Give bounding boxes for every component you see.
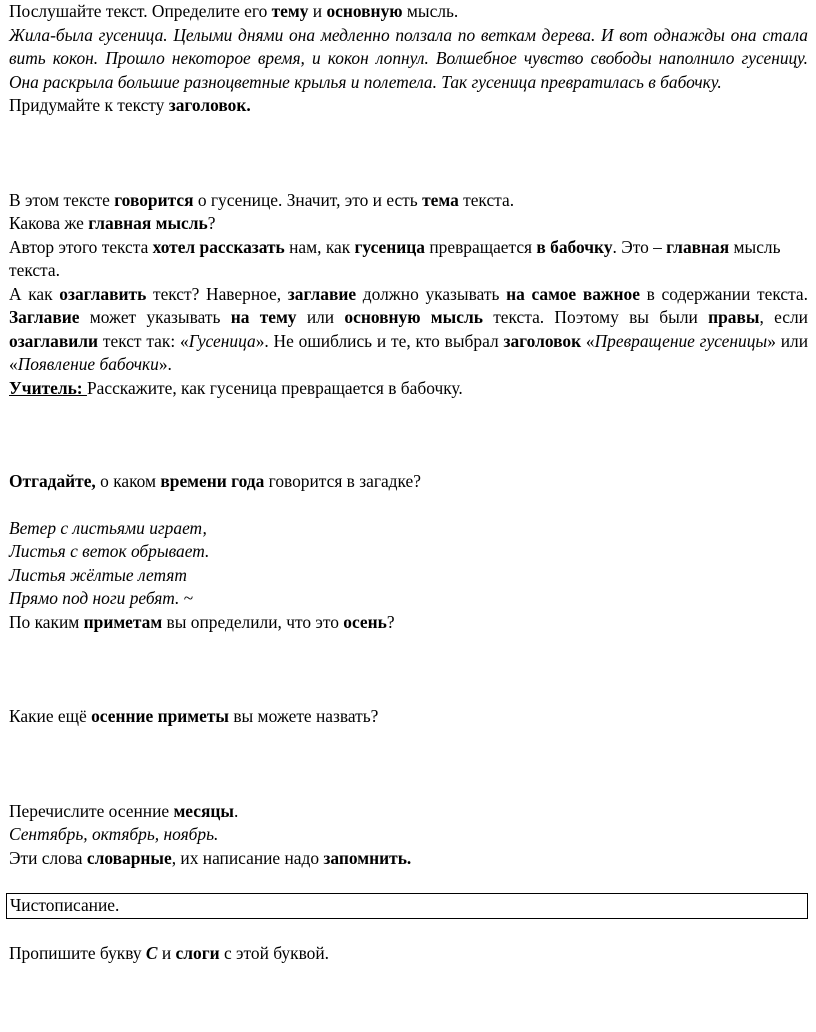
calligraphy-box xyxy=(6,893,808,919)
text: мысль текста. xyxy=(9,236,781,280)
text-bold: тему xyxy=(271,1,309,21)
author-paragraph xyxy=(9,236,808,283)
text: с этой буквой. xyxy=(219,942,330,963)
text-bold: слоги xyxy=(175,942,220,963)
text-bold: говорится xyxy=(114,189,194,210)
text: Придумайте к тексту xyxy=(9,95,169,115)
poem-line xyxy=(9,517,808,541)
text: текста. Поэтому вы были xyxy=(482,307,709,327)
text-bold: запомнить. xyxy=(323,847,412,868)
spacer xyxy=(9,118,808,189)
text: превращается xyxy=(425,236,537,257)
text: текст так: « xyxy=(98,330,189,351)
riddle-question xyxy=(9,470,808,494)
text: Перечислите осенние xyxy=(9,800,174,821)
text-bold: на тему xyxy=(230,307,297,327)
text: ». xyxy=(158,354,172,374)
text-bold-italic: С xyxy=(145,942,158,963)
intro-line xyxy=(9,0,808,24)
text-italic: Появление бабочки xyxy=(17,354,159,374)
text-italic: Сентябрь, октябрь, ноябрь. xyxy=(9,824,219,844)
text: и xyxy=(308,1,327,21)
spacer xyxy=(9,400,808,470)
text: А как xyxy=(9,283,60,304)
text-bold: заглавие xyxy=(287,283,357,304)
text-bold: в бабочку xyxy=(536,236,613,257)
text: Расскажите, как гусеница превращается в бабочку. xyxy=(86,377,463,398)
text: В этом тексте xyxy=(9,189,115,210)
text: ». Не ошиблись и те, кто выбрал xyxy=(255,330,504,351)
more-signs-question xyxy=(9,705,808,729)
text-bold: Заглавие xyxy=(9,307,80,327)
text-bold: осень xyxy=(343,611,387,632)
text: Какова же xyxy=(9,213,89,233)
text-bold: на самое важное xyxy=(506,283,640,304)
spacer xyxy=(9,729,808,800)
text-bold: словарные xyxy=(86,847,172,868)
text: Послушайте текст. Определите его xyxy=(9,1,272,21)
spacer xyxy=(9,870,808,893)
text-bold: заголовок. xyxy=(168,95,251,115)
text: говорится в загадке? xyxy=(264,471,421,491)
text-bold: правы xyxy=(708,307,760,327)
text: Пропишите букву xyxy=(9,942,146,963)
text-italic: Гусеница xyxy=(188,330,256,351)
main-question xyxy=(9,212,808,236)
poem-line xyxy=(9,564,808,588)
letter-task xyxy=(9,942,808,966)
text-italic: Прямо под ноги ребят. xyxy=(9,588,180,608)
text: ? xyxy=(207,213,216,233)
text-bold: озаглавить xyxy=(59,283,147,304)
text-bold: главная xyxy=(666,236,730,257)
text: Чистописание. xyxy=(10,895,120,915)
text-bold: заголовок xyxy=(503,330,582,351)
title-paragraph xyxy=(9,283,808,377)
text: или xyxy=(296,307,345,327)
teacher-label: Учитель: xyxy=(9,377,87,398)
text-italic: Превращение гусеницы xyxy=(594,330,768,351)
story-text: Жила-была гусеница. Целыми днями она медленно ползала по веткам дерева. И вот однажды она стала вить кокон. Прошло некоторое время, и кокон лопнул. Волшебное чувство свободы наполнило гусеницу. Она раскрыла большие разноцветные крылья и полетела. Так гусеница превратилась в бабочку. xyxy=(9,24,808,92)
signs-question xyxy=(9,611,808,635)
text: текст? Наверное, xyxy=(146,283,288,304)
text: может указывать xyxy=(79,307,231,327)
text-bold: времени года xyxy=(160,471,265,491)
text: ? xyxy=(386,611,395,632)
text: вы можете назвать? xyxy=(228,706,379,726)
text: . xyxy=(233,800,239,821)
text-italic: Листья жёлтые летят xyxy=(9,564,187,585)
title-task xyxy=(9,94,808,118)
text: « xyxy=(581,330,595,351)
text-bold: основную мысль xyxy=(344,307,483,327)
text-bold: приметам xyxy=(83,611,163,632)
text: о гусенице. Значит, это и есть xyxy=(193,189,423,210)
text: Автор этого текста xyxy=(9,236,153,257)
text: ~ xyxy=(179,588,194,608)
story-paragraph xyxy=(9,24,808,95)
text: , их написание надо xyxy=(171,847,324,868)
vocab-line xyxy=(9,847,808,871)
theme-line xyxy=(9,189,808,213)
text: . Это – xyxy=(612,236,667,257)
text-bold: основную xyxy=(326,1,403,21)
text: нам, как xyxy=(284,236,355,257)
text: Эти слова xyxy=(9,847,87,868)
text-italic: Листья с веток обрывает. xyxy=(9,541,210,561)
text-bold: хотел рассказать xyxy=(152,236,285,257)
months-task xyxy=(9,800,808,824)
text: должно указывать xyxy=(356,283,507,304)
text-bold: осенние приметы xyxy=(91,706,229,726)
poem-line xyxy=(9,540,808,564)
text: » или « xyxy=(9,330,809,374)
text: в содержании текста. xyxy=(639,283,808,304)
text-bold: месяцы xyxy=(173,800,234,821)
text-bold: тема xyxy=(422,189,459,210)
spacer xyxy=(9,919,808,942)
teacher-line xyxy=(9,377,808,401)
text: мысль. xyxy=(402,1,459,21)
text: вы определили, что это xyxy=(162,611,344,632)
spacer xyxy=(9,634,808,705)
text-bold: озаглавили xyxy=(9,330,99,351)
spacer xyxy=(9,494,808,517)
text-bold: гусеница xyxy=(354,236,425,257)
text-bold: главная мысль xyxy=(88,213,208,233)
text-italic: Ветер с листьями играет, xyxy=(9,517,207,538)
months-list xyxy=(9,823,808,847)
text-bold: Отгадайте, xyxy=(9,471,96,491)
text: По каким xyxy=(9,611,84,632)
text: о каком xyxy=(95,471,161,491)
poem-line xyxy=(9,587,808,611)
text: и xyxy=(157,942,176,963)
text: Какие ещё xyxy=(9,706,92,726)
text: текста. xyxy=(458,189,515,210)
text: , если xyxy=(759,307,808,327)
